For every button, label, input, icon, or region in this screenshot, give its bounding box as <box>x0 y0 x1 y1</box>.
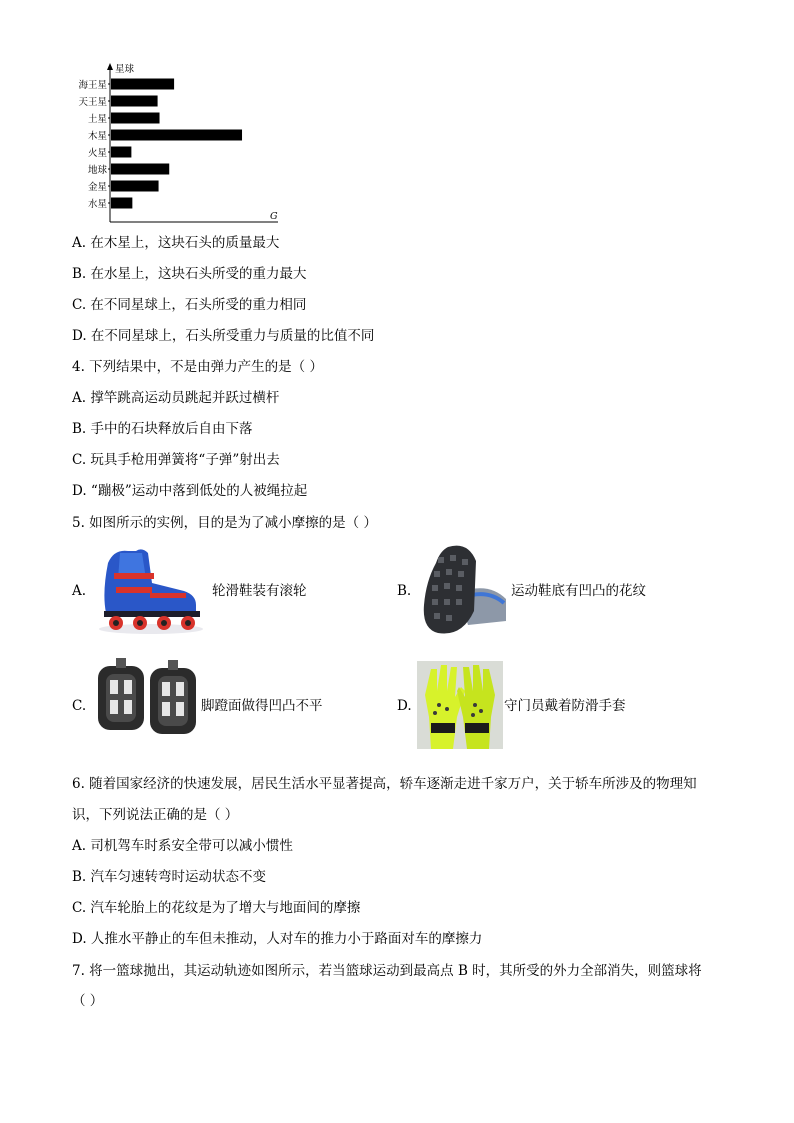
q5-option-d-text: 守门员戴着防滑手套 <box>504 698 626 714</box>
y-axis-arrow <box>107 63 113 70</box>
category-label: 天王星 <box>78 97 107 108</box>
bar-group <box>111 79 242 209</box>
bar <box>111 130 242 141</box>
goalkeeper-glove-image <box>417 661 503 749</box>
q6-option-b: B. 汽车匀速转弯时运动状态不变 <box>72 869 267 885</box>
q4-option-b: B. 手中的石块释放后自由下落 <box>72 421 253 437</box>
q4-stem: 4. 下列结果中，不是由弹力产生的是（ ） <box>72 359 323 375</box>
bar <box>111 164 169 175</box>
q3-option-b: B. 在水星上，这块石头所受的重力最大 <box>72 266 307 282</box>
q7-stem-line-2: （ ） <box>72 993 104 1009</box>
q4-option-c: C. 玩具手枪用弹簧将“子弹”射出去 <box>72 452 280 468</box>
q5-option-a-letter: A. <box>72 583 87 599</box>
q6-option-a: A. 司机驾车时系安全带可以减小惯性 <box>72 838 293 854</box>
q5-option-c-text: 脚蹬面做得凹凸不平 <box>201 698 323 714</box>
planet-gravity-chart <box>70 60 290 228</box>
q5-option-d-letter: D. <box>397 698 412 714</box>
q7-stem-line-1: 7. 将一篮球拋出，其运动轨迹如图所示，若当篮球运动到最高点 B 时，其所受的外力全部消失，则篮球将 <box>72 963 702 979</box>
q5-option-b-text: 运动鞋底有凹凸的花纹 <box>511 583 646 599</box>
q5-option-b-letter: B. <box>397 583 412 599</box>
category-label: 地球 <box>87 165 107 176</box>
bar <box>111 79 174 90</box>
x-axis-label: G <box>270 211 278 222</box>
category-label: 海王星 <box>78 80 107 91</box>
roller-skate-image <box>96 543 206 635</box>
q6-stem-line-1: 6. 随着国家经济的快速发展，居民生活水平显著提高，轿车逐渐走进千家万户，关于轿车所涉及的物理知 <box>72 776 697 792</box>
q6-option-c: C. 汽车轮胎上的花纹是为了增大与地面间的摩擦 <box>72 900 361 916</box>
bar <box>111 113 160 124</box>
q3-option-a: A. 在木星上，这块石头的质量最大 <box>72 235 280 251</box>
bar <box>111 181 159 192</box>
bar <box>111 96 158 107</box>
q4-option-a: A. 撑竿跳高运动员跳起并跃过横杆 <box>72 390 280 406</box>
q3-option-d: D. 在不同星球上，石头所受重力与质量的比值不同 <box>72 328 375 344</box>
category-label: 金星 <box>87 182 107 193</box>
category-label: 水星 <box>87 199 107 210</box>
pedal-image <box>94 656 200 738</box>
y-axis-label: 星球 <box>115 64 135 75</box>
bar <box>111 147 131 158</box>
chart-svg <box>70 60 290 228</box>
q6-option-d: D. 人推水平静止的车但未推动，人对车的推力小于路面对车的摩擦力 <box>72 931 483 947</box>
q5-stem: 5. 如图所示的实例，目的是为了减小摩擦的是（ ） <box>72 515 377 531</box>
q5-option-c-letter: C. <box>72 698 87 714</box>
q5-option-a-text: 轮滑鞋装有滚轮 <box>212 583 307 599</box>
bar <box>111 198 132 209</box>
q4-option-d: D. “蹦极”运动中落到低处的人被绳拉起 <box>72 483 308 499</box>
sports-shoe-image <box>418 541 508 637</box>
q6-stem-line-2: 识，下列说法正确的是（ ） <box>72 807 239 823</box>
category-label: 木星 <box>87 131 107 142</box>
q3-option-c: C. 在不同星球上，石头所受的重力相同 <box>72 297 307 313</box>
category-label: 土星 <box>87 114 107 125</box>
category-label: 火星 <box>87 148 107 159</box>
